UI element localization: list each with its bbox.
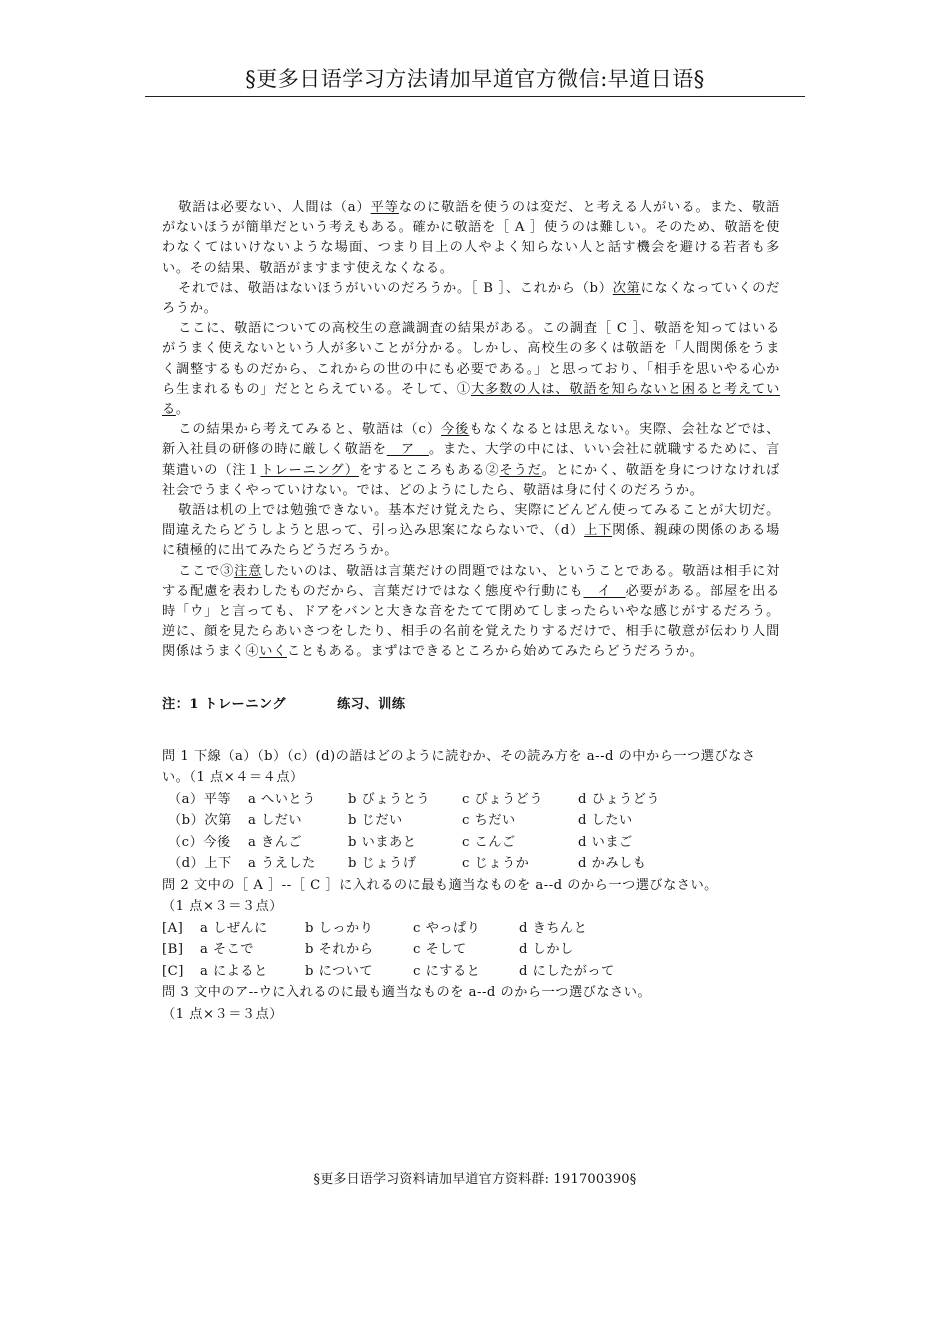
passage-text: ここに、敬語についての高校生の意識調査の結果がある。この調査［ C ］、敬語を知ってはいるがうまく使えないという人が多いことが分かる。しかし、高校生の多くは敬語を「人間関係をうまく調整するものだから、これからの世の中にも必要である。」と思っており、「相手を思いやる心から生まれるもの」だととらえている。そして、①: [162, 321, 780, 397]
underlined-term: 注意: [234, 563, 263, 579]
answer-option: b いまあと: [348, 834, 417, 850]
passage-text: になくなっていくのだろうか。: [162, 280, 780, 317]
underlined-term: そうだ: [499, 462, 542, 478]
footnote-meaning: 练习、训练: [337, 696, 406, 712]
answer-option: c びょうどう: [462, 791, 544, 807]
answer-option: b しっかり: [305, 920, 374, 936]
underlined-term: 次第: [612, 280, 641, 296]
option-row: [162, 832, 780, 854]
answer-option: b じょうげ: [348, 856, 417, 872]
passage-text: 。: [175, 402, 190, 418]
option-row: [162, 918, 780, 940]
passage-paragraph: [162, 562, 780, 663]
underlined-term: ア: [386, 442, 429, 458]
option-row: [162, 810, 780, 832]
passage-paragraph: [162, 198, 780, 279]
passage-text: それでは、敬語はないほうがいいのだろうか。［ B ］、これから（b）: [178, 280, 613, 296]
answer-option: c やっぱり: [413, 920, 481, 936]
passage-text: ここで③: [178, 563, 235, 579]
answer-option: a しだい: [248, 813, 303, 829]
answer-option: a そこで: [200, 942, 255, 958]
item-label: （c）今後: [168, 834, 231, 850]
option-row: [162, 853, 780, 875]
option-row: [162, 939, 780, 961]
footnote-label: 注：1 トレーニング: [162, 696, 287, 712]
question-1-options: [162, 789, 780, 875]
question-2: [162, 875, 780, 983]
passage-text: この結果から考えてみると、敬語は（c）: [178, 422, 442, 438]
underlined-term: 平等: [370, 200, 399, 215]
answer-option: c こんご: [462, 834, 516, 850]
item-label: （a）平等: [168, 791, 232, 807]
scanned-exam: [162, 198, 780, 1025]
answer-option: b びょうとう: [348, 791, 431, 807]
passage-text: なのに敬語を使うのは変だ、と考える人がいる。また、敬語がないほうが簡単だという考えもある。確かに敬語を［ A ］使うのは難しい。そのため、敬語を使わなくてはいけないような場面、つまり目上の人やよく知らない人と話す機会を避ける若者も多い。その結果、敬語がますます使えなくなる。: [162, 200, 780, 276]
option-row: [162, 789, 780, 811]
passage-text: 敬語は必要ない、人間は（a）: [178, 200, 371, 215]
passage-paragraph: [162, 420, 780, 501]
answer-option: b について: [305, 963, 374, 979]
answer-option: a うえした: [248, 856, 316, 872]
underlined-term: いく: [259, 644, 287, 660]
footnote: [162, 693, 780, 712]
answer-option: d したい: [578, 813, 633, 829]
answer-option: d かみしも: [578, 856, 647, 872]
answer-option: d ひょうどう: [578, 791, 661, 807]
answer-option: d いまご: [578, 834, 633, 850]
underlined-term: イ: [583, 583, 626, 599]
answer-option: c にすると: [413, 963, 481, 979]
answer-option: a へいとう: [248, 791, 316, 807]
passage-text: 関係、親疎の関係のある場に積極的に出てみたらどうだろうか。: [162, 523, 780, 559]
item-label: （d）上下: [168, 856, 232, 872]
answer-option: b それから: [305, 942, 374, 958]
question-3-score: （1 点×３＝３点）: [162, 1006, 283, 1022]
question-1: [162, 746, 780, 875]
page-header: §更多日语学习方法请加早道官方微信:早道日语§: [145, 62, 805, 97]
passage-paragraph: [162, 319, 780, 420]
question-3-title: 問 3 文中のア--ウに入れるのに最も適当なものを a--d のから一つ選びなさい。: [162, 985, 652, 1001]
passage-text: をするところもある②: [358, 462, 500, 478]
passage-text: したいのは、敬語は言葉だけの問題ではない、ということである。敬語は相手に対する配慮を表わしたものだから、言葉だけではなく態度や行動にも: [162, 563, 780, 599]
answer-option: d しかし: [519, 942, 574, 958]
passage-text: 敬語は机の上では勉強できない。基本だけ覚えたら、実際にどんどん使ってみることが大切だ。間違えたらどうしようと思って、引っ込み思案にならないで、（d）: [162, 503, 780, 539]
passage-text: こともある。まずはできるところから始めてみたらどうだろうか。: [287, 644, 704, 660]
item-label: [A]: [162, 920, 184, 936]
question-1-title: 問 1 下線（a）（b）（c）(d)の語はどのように読むか、その読み方を a--d の中から一つ選びなさい。（1 点×４＝４点）: [162, 748, 756, 786]
passage-text: もなくなるとは思えない。実際、会社などでは、新入社員の研修の時に厳しく敬語を: [162, 422, 781, 458]
answer-option: c じょうか: [462, 856, 530, 872]
passage-text: 必要がある。部屋を出る時「ウ」と言っても、ドアをバンと大きな音をたてて閉めてしまったらいやな感じがするだろう。逆に、顔を見たらあいさつをしたり、相手の名前を覚えたりするだけで、相手に敬意が伝わり人間関係はうまく④: [162, 583, 781, 660]
question-2-score: （1 点×３＝３点）: [162, 899, 283, 915]
answer-option: d きちんと: [519, 920, 588, 936]
passage-text: 。また、大学の中には、いい会社に就職するために、言葉遣いの（注１: [162, 442, 780, 478]
answer-option: c そして: [413, 942, 467, 958]
answer-option: a きんご: [248, 834, 303, 850]
answer-option: a によると: [200, 963, 268, 979]
underlined-term: 大多数の人は、敬語を知らないと困ると考えている: [162, 381, 780, 418]
answer-option: d にしたがって: [519, 963, 615, 979]
option-row: [162, 961, 780, 983]
item-label: [C]: [162, 963, 184, 979]
answer-option: b じだい: [348, 813, 403, 829]
answer-option: a しぜんに: [200, 920, 268, 936]
item-label: （b）次第: [168, 813, 232, 829]
passage-paragraph: [162, 501, 780, 562]
underlined-term: 上下: [584, 523, 613, 539]
page-footer: §更多日语学习资料请加早道官方资料群: 191700390§: [313, 1172, 637, 1187]
underlined-term: トレーニング）: [260, 462, 359, 478]
question-2-options: [162, 918, 780, 983]
passage-text: 。とにかく、敬語を身につけなければ社会でうまくやっていけない。では、どのようにしたら、敬語は身に付くのだろうか。: [162, 462, 780, 498]
item-label: [B]: [162, 942, 184, 958]
passage-paragraph: [162, 279, 780, 319]
question-3: [162, 982, 780, 1025]
reading-passage: [162, 198, 780, 663]
question-2-title: 問 2 文中の［ A ］--［ C ］に入れるのに最も適当なものを a--d のから一つ選びなさい。: [162, 877, 718, 893]
underlined-term: 今後: [441, 422, 470, 438]
answer-option: c ちだい: [462, 813, 516, 829]
